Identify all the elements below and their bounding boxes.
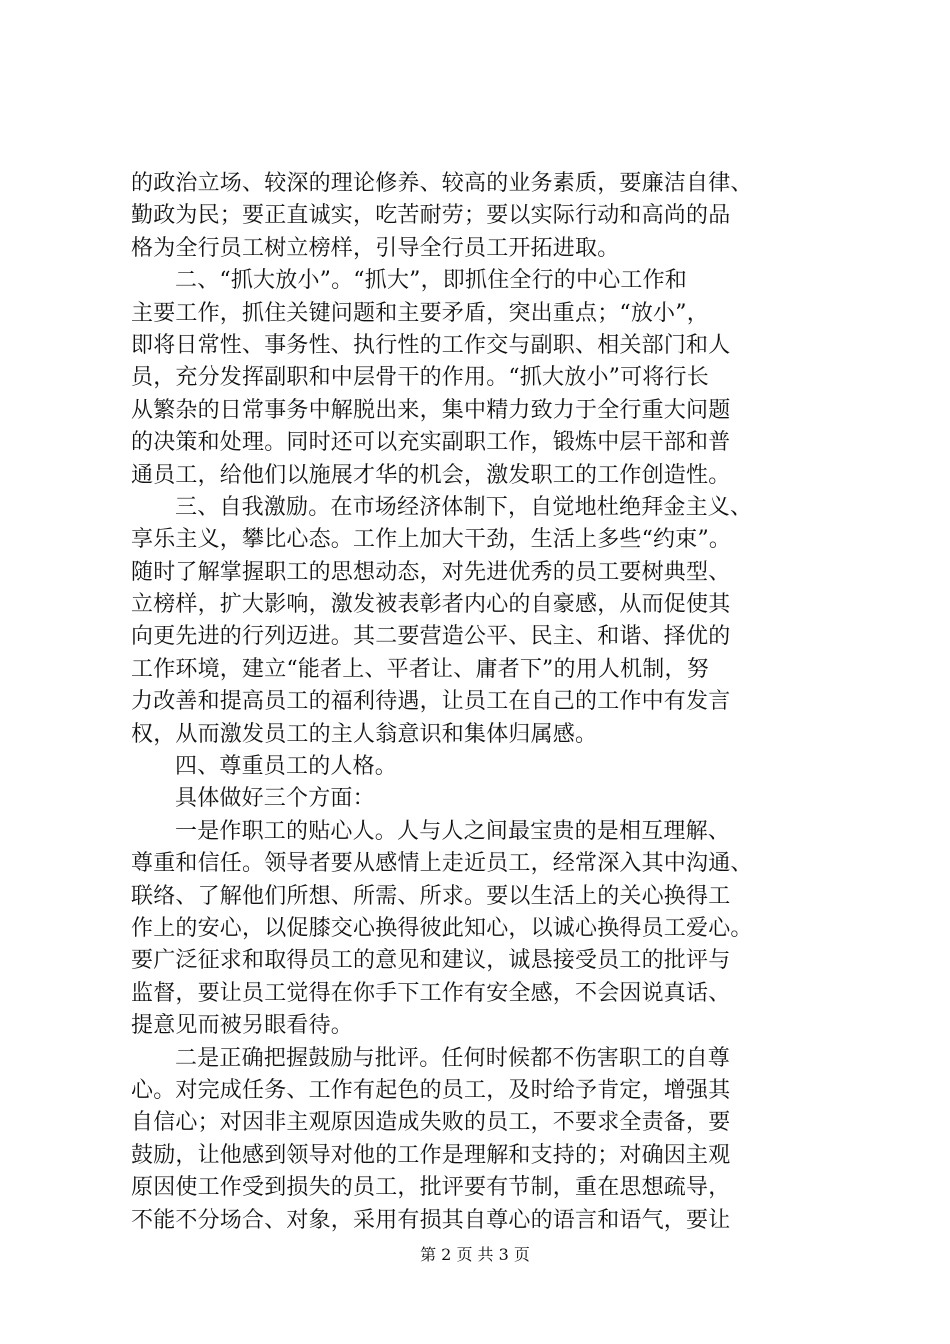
text-line: 随时了解掌握职工的思想动态，对先进优秀的员工要树典型、: [131, 559, 731, 585]
text-line: 不能不分场合、对象，采用有损其自尊心的语言和语气，要让: [131, 1207, 731, 1233]
text-line: 从繁杂的日常事务中解脱出来，集中精力致力于全行重大问题: [131, 397, 731, 423]
text-line: 主要工作，抓住关键问题和主要矛盾，突出重点；“放小”，: [131, 300, 709, 326]
text-line: 员，充分发挥副职和中层骨干的作用。“抓大放小”可将行长: [131, 365, 709, 391]
text-line: 具体做好三个方面：: [175, 786, 375, 812]
text-line: 尊重和信任。领导者要从感情上走近员工，经常深入其中沟通、: [131, 851, 753, 877]
text-line: 提意见而被另眼看待。: [131, 1013, 354, 1039]
text-line: 一是作职工的贴心人。人与人之间最宝贵的是相互理解、: [175, 818, 731, 844]
text-line: 向更先进的行列迈进。其二要营造公平、民主、和谐、择优的: [131, 624, 731, 650]
text-line: 心。对完成任务、工作有起色的员工，及时给予肯定，增强其: [131, 1077, 731, 1103]
text-line: 三、自我激励。在市场经济体制下，自觉地杜绝拜金主义、: [175, 494, 753, 520]
text-line: 力改善和提高员工的福利待遇，让员工在自己的工作中有发言: [131, 689, 731, 715]
text-line: 即将日常性、事务性、执行性的工作交与副职、相关部门和人: [131, 332, 731, 358]
text-line: 二是正确把握鼓励与批评。任何时候都不伤害职工的自尊: [175, 1045, 731, 1071]
text-line: 要广泛征求和取得员工的意见和建议，诚恳接受员工的批评与: [131, 948, 731, 974]
text-line: 工作环境，建立“能者上、平者让、庸者下”的用人机制，努: [131, 656, 709, 682]
text-line: 四、尊重员工的人格。: [175, 754, 398, 780]
text-line: 鼓励，让他感到领导对他的工作是理解和支持的；对确因主观: [131, 1142, 731, 1168]
text-line: 原因使工作受到损失的员工，批评要有节制，重在思想疏导，: [131, 1175, 731, 1201]
text-line: 的政治立场、较深的理论修养、较高的业务素质，要廉洁自律、: [131, 171, 753, 196]
text-line: 自信心；对因非主观原因造成失败的员工，不要求全责备，要: [131, 1110, 731, 1136]
text-line: 联络、了解他们所想、所需、所求。要以生活上的关心换得工: [131, 883, 731, 909]
text-line: 格为全行员工树立榜样，引导全行员工开拓进取。: [131, 235, 620, 261]
text-line: 二、“抓大放小”。“抓大”，即抓住全行的中心工作和: [175, 268, 687, 294]
text-line: 作上的安心，以促膝交心换得彼此知心，以诚心换得员工爱心。: [131, 915, 753, 941]
text-line: 监督，要让员工觉得在你手下工作有安全感，不会因说真话、: [131, 980, 731, 1006]
text-line: 勤政为民；要正直诚实，吃苦耐劳；要以实际行动和高尚的品: [131, 203, 731, 229]
text-line: 立榜样，扩大影响，激发被表彰者内心的自豪感，从而促使其: [131, 592, 731, 618]
text-line: 权，从而激发员工的主人翁意识和集体归属感。: [131, 721, 598, 747]
text-line: 通员工，给他们以施展才华的机会，激发职工的工作创造性。: [131, 462, 731, 488]
page-number-footer: 第 2 页 共 3 页: [420, 1245, 530, 1264]
text-line: 享乐主义，攀比心态。工作上加大干劲，生活上多些“约束”。: [131, 527, 732, 553]
text-line: 的决策和处理。同时还可以充实副职工作，锻炼中层干部和普: [131, 430, 731, 456]
body-text: [131, 168, 831, 1237]
